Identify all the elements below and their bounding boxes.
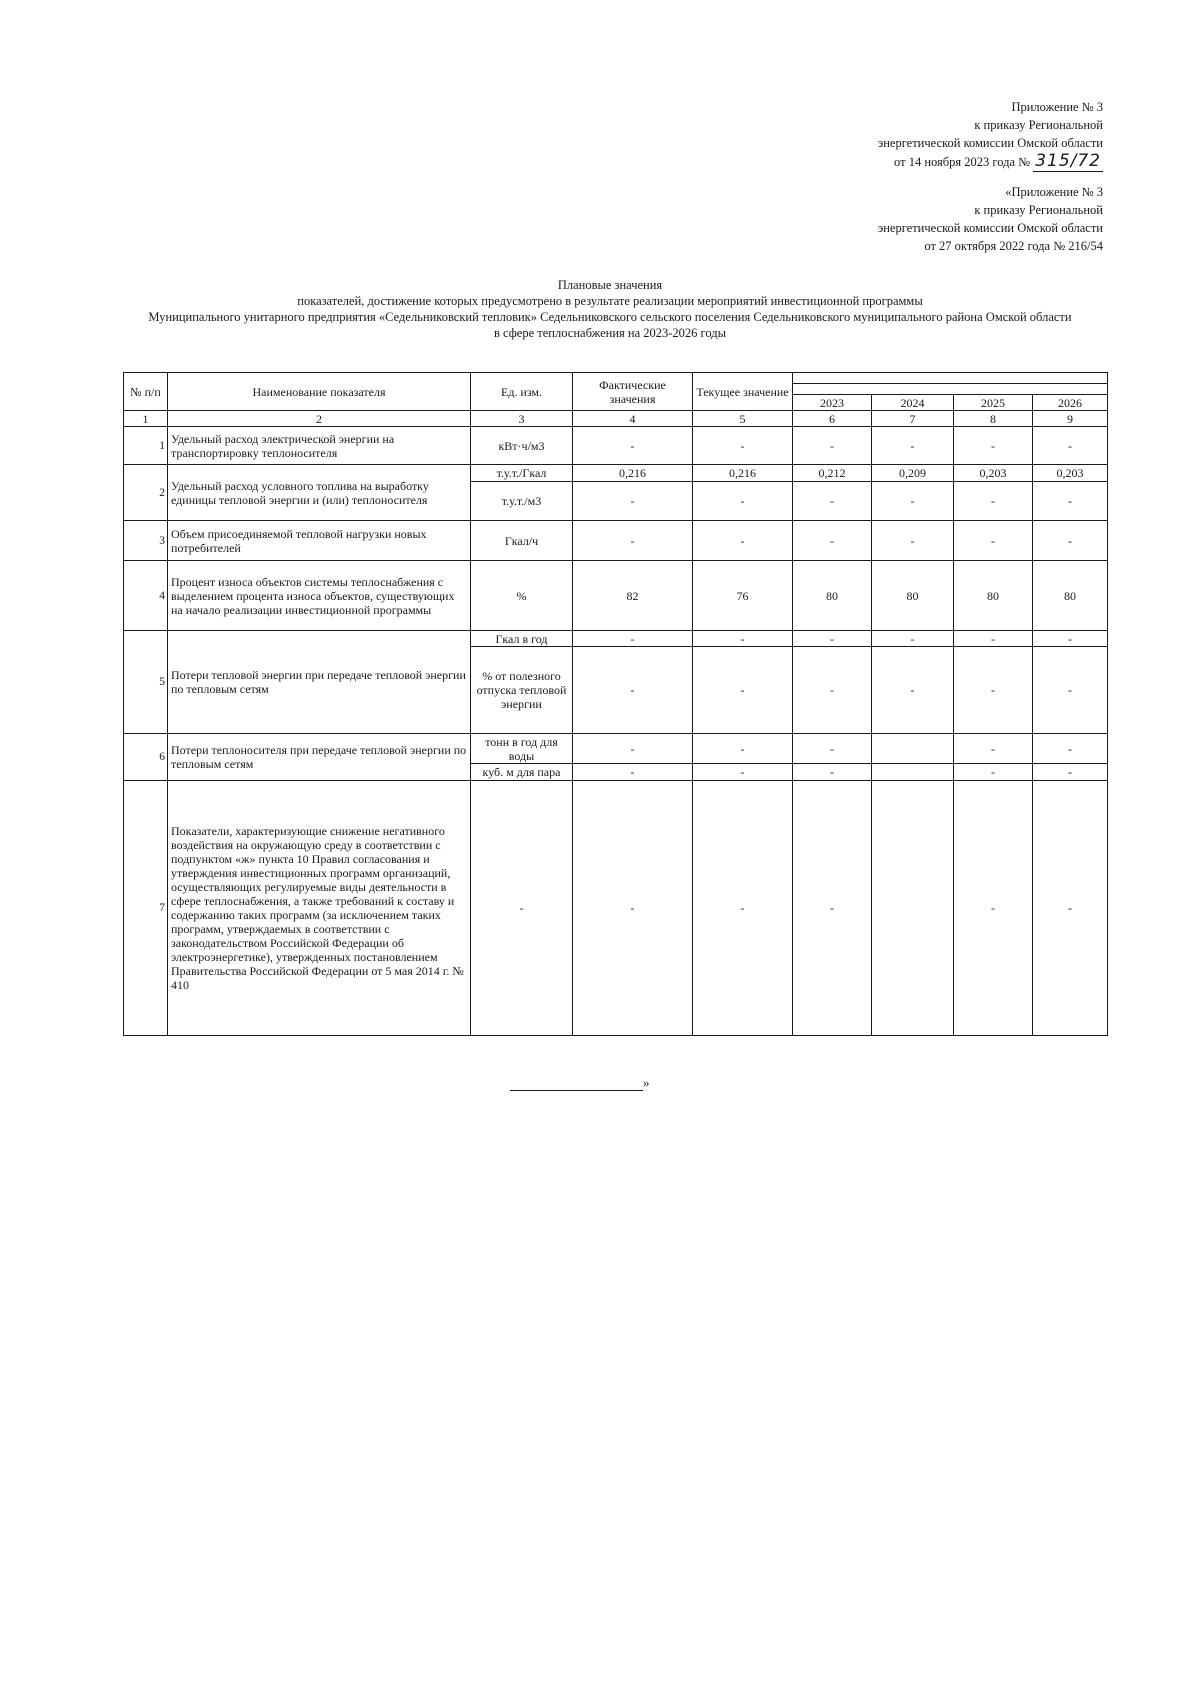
y2024-cell: 0,209	[872, 465, 954, 482]
title-line-2: показателей, достижение которых предусмотрено в результате реализации мероприятий инвестиционной программы	[297, 294, 923, 308]
y2023-cell: -	[793, 647, 872, 734]
actual-cell: -	[573, 647, 693, 734]
actual-cell: -	[573, 781, 693, 1036]
table-row	[124, 427, 1108, 465]
col-number: 6	[793, 411, 872, 427]
prev-order-date: от 27 октября 2022 года № 216/54	[924, 239, 1103, 253]
actual-cell: -	[573, 482, 693, 521]
y2026-cell: -	[1033, 764, 1108, 781]
title-line-1: Плановые значения	[557, 278, 663, 292]
col-number: 1	[124, 411, 168, 427]
table-row	[124, 734, 1108, 764]
y2024-cell: -	[872, 647, 954, 734]
unit-cell: Гкал в год	[471, 631, 573, 647]
row-number: 4	[124, 561, 168, 631]
row-number: 5	[124, 631, 168, 734]
y2025-cell: -	[954, 781, 1033, 1036]
y2025-cell: 0,203	[954, 465, 1033, 482]
y2023-cell: -	[793, 427, 872, 465]
y2023-cell: -	[793, 734, 872, 764]
current-cell: -	[693, 482, 793, 521]
indicator-name: Объем присоединяемой тепловой нагрузки новых потребителей	[168, 521, 471, 561]
col-number: 5	[693, 411, 793, 427]
current-cell: -	[693, 521, 793, 561]
unit-cell: %	[471, 561, 573, 631]
col-header-num: № п/п	[124, 373, 168, 411]
unit-cell: куб. м для пара	[471, 764, 573, 781]
y2023-cell: -	[793, 482, 872, 521]
y2026-cell: -	[1033, 781, 1108, 1036]
y2024-cell	[872, 734, 954, 764]
col-number: 2	[168, 411, 471, 427]
unit-cell: -	[471, 781, 573, 1036]
order-ref-line: к приказу Региональной	[974, 118, 1103, 132]
table-row	[124, 631, 1108, 647]
row-number: 2	[124, 465, 168, 521]
y2024-cell: -	[872, 427, 954, 465]
order-date-line	[878, 152, 1103, 171]
order-header	[878, 98, 1103, 171]
unit-cell: % от полезного отпуска тепловой энергии	[471, 647, 573, 734]
actual-cell: -	[573, 521, 693, 561]
y2024-cell: -	[872, 521, 954, 561]
signature-rule	[510, 1078, 643, 1091]
col-number: 7	[872, 411, 954, 427]
prev-commission-name: энергетической комиссии Омской области	[877, 221, 1103, 235]
closing-line	[510, 1075, 650, 1091]
indicator-name: Удельный расход электрической энергии на транспортировку теплоносителя	[168, 427, 471, 465]
col-numbers-row	[124, 411, 1108, 427]
current-cell: 0,216	[693, 465, 793, 482]
y2023-cell: -	[793, 521, 872, 561]
unit-cell: т.у.т./м3	[471, 482, 573, 521]
col-header-2025: 2025	[954, 395, 1033, 411]
col-header-2024: 2024	[872, 395, 954, 411]
prev-order-ref-line: к приказу Региональной	[974, 203, 1103, 217]
header-row	[124, 373, 1108, 384]
col-header-name: Наименование показателя	[168, 373, 471, 411]
y2026-cell: -	[1033, 482, 1108, 521]
prev-appendix-label: «Приложение № 3	[1005, 185, 1103, 199]
y2023-cell: 80	[793, 561, 872, 631]
document-title	[120, 277, 1100, 341]
y2026-cell: 80	[1033, 561, 1108, 631]
previous-order-header	[878, 183, 1103, 255]
y2023-cell: 0,212	[793, 465, 872, 482]
y2026-cell: -	[1033, 427, 1108, 465]
indicator-name: Показатели, характеризующие снижение негативного воздействия на окружающую среду в соответствии с подпунктом «ж» пункта 10 Правил согласования и утверждения инвестиционных программ организаций, осуществляющих регулируемые виды деятельности в сфере теплоснабжения, а также требований к составу и содержанию таких программ (за исключением таких программ, утверждаемых в соответствии с законодательством Российской Федерации об электроэнергетике), утвержденных постановлением Правительства Российской Федерации от 5 мая 2014 г. № 410	[168, 781, 471, 1036]
indicator-name: Процент износа объектов системы теплоснабжения с выделением процента износа объектов, существующих на начало реализации инвестиционной программы	[168, 561, 471, 631]
current-cell: 76	[693, 561, 793, 631]
indicator-name: Потери тепловой энергии при передаче тепловой энергии по тепловым сетям	[168, 631, 471, 734]
y2026-cell: -	[1033, 521, 1108, 561]
col-header-2023: 2023	[793, 395, 872, 411]
commission-name: энергетической комиссии Омской области	[877, 136, 1103, 150]
y2025-cell: -	[954, 734, 1033, 764]
appendix-label: Приложение № 3	[1011, 100, 1103, 114]
indicator-name: Удельный расход условного топлива на выработку единицы тепловой энергии и (или) теплоносителя	[168, 465, 471, 521]
row-number: 1	[124, 427, 168, 465]
y2023-cell: -	[793, 764, 872, 781]
handwritten-order-number: 315/72	[1035, 151, 1101, 171]
unit-cell: кВт·ч/м3	[471, 427, 573, 465]
y2025-cell: -	[954, 631, 1033, 647]
title-line-4: в сфере теплоснабжения на 2023-2026 годы	[493, 326, 727, 340]
y2026-cell: -	[1033, 631, 1108, 647]
current-cell: -	[693, 631, 793, 647]
y2024-cell	[872, 764, 954, 781]
y2025-cell: -	[954, 764, 1033, 781]
y2024-cell: 80	[872, 561, 954, 631]
col-number: 4	[573, 411, 693, 427]
y2026-cell: 0,203	[1033, 465, 1108, 482]
row-number: 3	[124, 521, 168, 561]
col-header-current: Текущее значение	[693, 373, 793, 411]
actual-cell: -	[573, 631, 693, 647]
col-number: 3	[471, 411, 573, 427]
y2025-cell: -	[954, 427, 1033, 465]
y2025-cell: 80	[954, 561, 1033, 631]
col-header-2026: 2026	[1033, 395, 1108, 411]
row-number: 7	[124, 781, 168, 1036]
y2024-cell	[872, 781, 954, 1036]
table-row	[124, 561, 1108, 631]
y2026-cell: -	[1033, 647, 1108, 734]
actual-cell: -	[573, 734, 693, 764]
indicator-name: Потери теплоносителя при передаче тепловой энергии по тепловым сетям	[168, 734, 471, 781]
y2025-cell: -	[954, 647, 1033, 734]
y2025-cell: -	[954, 482, 1033, 521]
actual-cell: 82	[573, 561, 693, 631]
order-date: от 14 ноября 2023 года №	[894, 155, 1031, 169]
y2025-cell: -	[954, 521, 1033, 561]
table-row	[124, 465, 1108, 482]
col-header-actual: Фактические значения	[573, 373, 693, 411]
years-header-spacer-2	[793, 384, 1108, 395]
current-cell: -	[693, 734, 793, 764]
current-cell: -	[693, 764, 793, 781]
col-number: 8	[954, 411, 1033, 427]
unit-cell: т.у.т./Гкал	[471, 465, 573, 482]
actual-cell: -	[573, 427, 693, 465]
y2023-cell: -	[793, 631, 872, 647]
closing-quote: »	[643, 1075, 650, 1090]
y2024-cell: -	[872, 482, 954, 521]
title-line-3: Муниципального унитарного предприятия «Седельниковский тепловик» Седельниковского сельского поселения Седельниковского муниципального района Омской области	[148, 310, 1072, 324]
col-header-unit: Ед. изм.	[471, 373, 573, 411]
unit-cell: Гкал/ч	[471, 521, 573, 561]
current-cell: -	[693, 427, 793, 465]
table-row	[124, 521, 1108, 561]
actual-cell: -	[573, 764, 693, 781]
y2024-cell: -	[872, 631, 954, 647]
row-number: 6	[124, 734, 168, 781]
col-number: 9	[1033, 411, 1108, 427]
indicators-table	[123, 372, 1108, 1036]
years-header-spacer	[793, 373, 1108, 384]
actual-cell: 0,216	[573, 465, 693, 482]
current-cell: -	[693, 647, 793, 734]
unit-cell: тонн в год для воды	[471, 734, 573, 764]
table-row	[124, 781, 1108, 1036]
y2026-cell: -	[1033, 734, 1108, 764]
current-cell: -	[693, 781, 793, 1036]
y2023-cell: -	[793, 781, 872, 1036]
